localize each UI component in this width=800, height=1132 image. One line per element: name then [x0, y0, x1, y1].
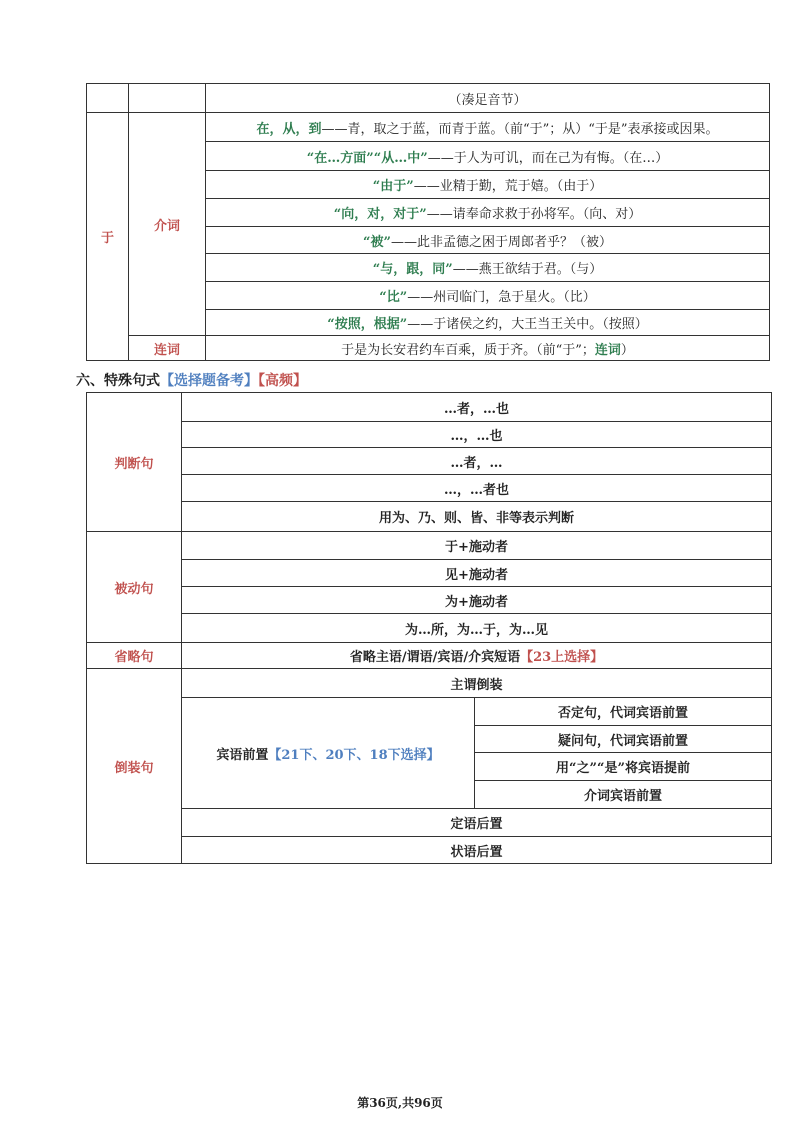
t1-row-key: “按照，根据” [327, 317, 408, 332]
t1-row [206, 113, 769, 141]
t2-zhuwei-row: 主谓倒装 [450, 677, 503, 693]
t1-row [206, 199, 769, 226]
t1-right-border [769, 83, 770, 361]
t2-panduan-row: …，…也 [450, 429, 503, 444]
page-footer: 第36页,共96页 [357, 1095, 443, 1110]
t2-binyu-row: 介词宾语前置 [583, 789, 662, 804]
t2-panduan-row: …者，…也 [443, 401, 509, 417]
t1-row [206, 310, 769, 335]
t1-row-key: “比” [379, 290, 408, 305]
t1-row-text: ——此非孟德之困于周郎者乎？（被） [390, 234, 612, 250]
t1-word: 于 [100, 231, 114, 246]
t1-row-key: “与，跟，同” [372, 262, 453, 277]
t1-row [206, 254, 769, 281]
t1-pos-conj: 连词 [153, 342, 180, 358]
t2-binyu-tag-red: 18下选择 [369, 747, 427, 763]
t2-binyu-tag-close: 】 [426, 747, 440, 763]
t2-label-daozhuang: 倒装句 [114, 760, 154, 776]
t1-row-key: “由于” [372, 179, 414, 194]
t1-row-text: ——于人为可讥，而在己为有悔。（在…） [427, 150, 669, 166]
t1-row-key: “被” [363, 234, 391, 250]
t2-shenglue-tag: 【23上选择】 [520, 650, 604, 665]
t1-pos-prep: 介词 [153, 218, 180, 234]
t2-label-panduan: 判断句 [114, 456, 154, 472]
t2-binyu-row: 用“之”“是”将宾语提前 [556, 761, 690, 776]
t2-zhuangyu-row: 状语后置 [450, 844, 503, 860]
t1-row-text: ——请奉命求救于孙将军。（向、对） [426, 207, 642, 222]
t1-row-text: ——青，取之于蓝，而青于蓝。（前“于”；从）“于是”表承接或因果。 [321, 121, 719, 137]
section-tag-exam: 【选择题备考】 [160, 373, 258, 389]
t2-right-border [771, 392, 772, 864]
t1-row-text: ——州司临门，急于星火。（比） [407, 290, 596, 305]
t2-shenglue-row [182, 643, 771, 668]
t1-row [206, 227, 769, 253]
section-tag-frequent: 【高频】 [258, 373, 307, 389]
t2-binyu-label [182, 698, 474, 808]
t1-row-key: 在，从，到 [256, 121, 322, 137]
t1-conj-row [206, 336, 769, 360]
t1-row-text: ——于诸侯之约，大王当王关中。（按照） [407, 317, 648, 332]
t2-panduan-row: …者，… [450, 455, 503, 471]
t1-row-text: ——燕王欲结于君。（与） [452, 262, 603, 277]
t1-conj-close: ） [620, 342, 634, 358]
t1-row-text: ——业精于勤，荒于嬉。（由于） [413, 179, 603, 194]
t1-conj-text: 于是为长安君约车百乘，质于齐。（前“于”； [341, 342, 595, 358]
t2-bottom-border [86, 863, 772, 864]
t2-beidong-row: 为…所，为…于，为…见 [404, 622, 548, 638]
t2-beidong-row: 为+施动者 [445, 594, 508, 610]
t1-row [206, 171, 769, 198]
t2-label-shenglue: 省略句 [114, 650, 154, 665]
t1-conj-key: 连词 [594, 342, 621, 358]
t2-binyu-tag-open: 【21下、20下、 [268, 747, 370, 763]
section-title-text: 六、特殊句式 [76, 373, 160, 389]
t1-row [206, 142, 769, 170]
t2-beidong-row: 于+施动者 [445, 540, 508, 555]
t2-shenglue-text: 省略主语/谓语/宾语/介宾短语 [349, 650, 521, 665]
t2-label-beidong: 被动句 [114, 581, 154, 597]
t1-top-row-text: （凑足音节） [448, 92, 527, 108]
t2-dingyu-row: 定语后置 [450, 817, 503, 832]
t2-panduan-row: 用为、乃、则、皆、非等表示判断 [378, 511, 574, 526]
t1-row [206, 282, 769, 309]
t2-panduan-row: …，…者也 [443, 482, 509, 498]
t2-beidong-row: 见+施动者 [445, 567, 508, 583]
t2-binyu-row: 疑问句，代词宾语前置 [557, 733, 688, 749]
t1-row-key: “在…方面”“从…中” [306, 150, 428, 166]
t1-bottom-border [86, 360, 770, 361]
t2-binyu-row: 否定句，代词宾语前置 [557, 706, 688, 721]
section-title [76, 370, 307, 390]
t2-binyu-text: 宾语前置 [216, 747, 269, 763]
t1-row-key: “向，对，对于” [333, 207, 427, 222]
